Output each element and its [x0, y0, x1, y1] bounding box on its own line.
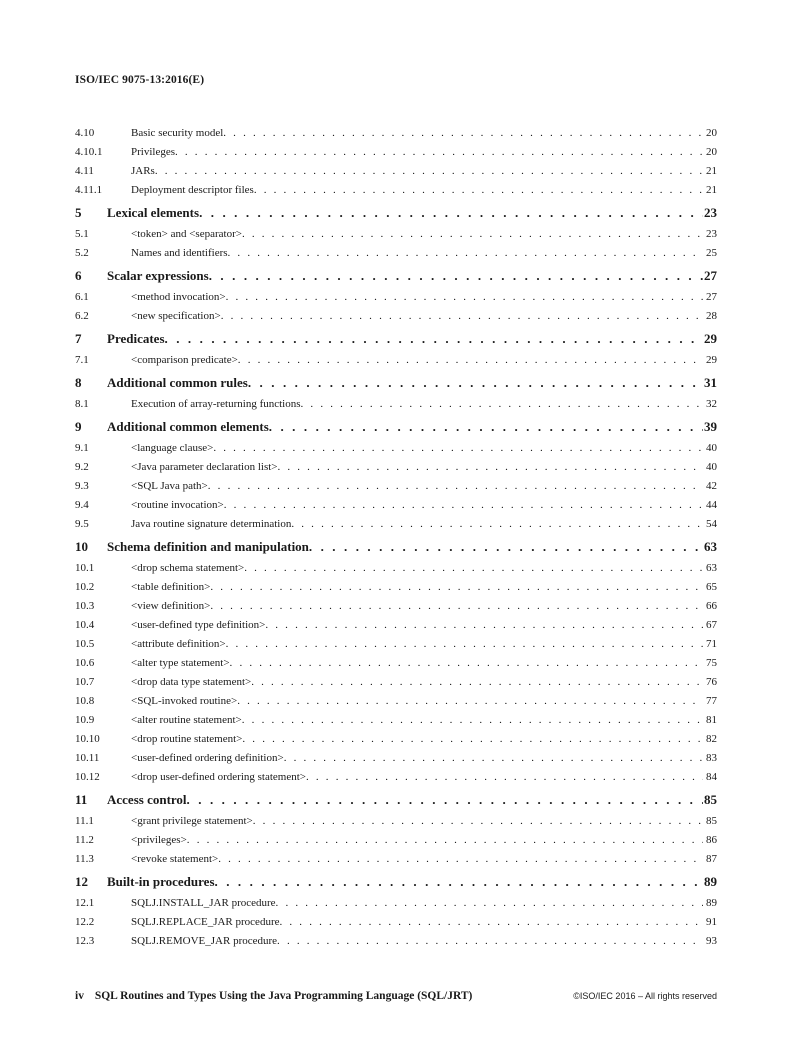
toc-entry-page: 44	[706, 499, 717, 511]
toc-entry-title: SQLJ.REPLACE_JAR procedure	[131, 916, 280, 928]
toc-entry-title: <alter routine statement>	[131, 714, 242, 726]
toc-chapter-entry[interactable]	[75, 327, 717, 351]
toc-entry-title: <view definition>	[131, 600, 211, 612]
toc-dot-leader	[224, 496, 703, 515]
toc-dot-leader	[280, 913, 704, 932]
toc-entry-number: 12	[75, 874, 88, 889]
toc-dot-leader	[265, 616, 703, 635]
toc-entry-page: 75	[706, 657, 717, 669]
toc-entry-page: 81	[706, 714, 717, 726]
toc-dot-leader	[242, 730, 703, 749]
toc-entry-number: 9.1	[75, 442, 89, 454]
toc-entry[interactable]	[75, 692, 717, 711]
toc-entry-title: <language clause>	[131, 442, 214, 454]
toc-chapter-entry[interactable]	[75, 870, 717, 894]
footer-doc-title: SQL Routines and Types Using the Java Programming Language (SQL/JRT)	[94, 990, 473, 1002]
toc-entry-title: <routine invocation>	[131, 499, 224, 511]
toc-entry-title: <new specification>	[131, 310, 221, 322]
toc-dot-leader	[230, 654, 703, 673]
toc-entry-number: 11.3	[75, 853, 94, 865]
toc-dot-leader	[269, 415, 703, 439]
toc-entry[interactable]	[75, 225, 717, 244]
toc-dot-leader	[223, 124, 703, 143]
toc-entry-page: 77	[706, 695, 717, 707]
toc-entry-title: <drop data type statement>	[131, 676, 252, 688]
toc-dot-leader	[309, 535, 703, 559]
footer-copyright: ©ISO/IEC 2016 – All rights reserved	[573, 991, 717, 1001]
toc-entry-page: 65	[706, 581, 717, 593]
toc-entry-page: 93	[706, 935, 717, 947]
toc-entry-page: 42	[706, 480, 717, 492]
toc-entry-page: 23	[704, 205, 717, 220]
toc-entry-title: Names and identifiers	[131, 247, 228, 259]
toc-entry-page: 83	[706, 752, 717, 764]
toc-dot-leader	[244, 559, 703, 578]
toc-entry-number: 11	[75, 792, 88, 807]
toc-entry[interactable]	[75, 850, 717, 869]
toc-entry-page: 85	[704, 792, 717, 807]
toc-dot-leader	[187, 788, 703, 812]
toc-entry-number: 5.1	[75, 228, 89, 240]
toc-entry[interactable]	[75, 477, 717, 496]
toc-entry[interactable]	[75, 244, 717, 263]
toc-entry-title: Access control	[107, 792, 187, 807]
toc-entry-number: 10.11	[75, 752, 100, 764]
toc-entry-page: 89	[704, 874, 717, 889]
toc-entry-title: <drop user-defined ordering statement>	[131, 771, 306, 783]
toc-entry-number: 4.10	[75, 127, 95, 139]
toc-entry-number: 7	[75, 331, 82, 346]
toc-entry-page: 31	[704, 375, 717, 390]
toc-entry[interactable]	[75, 597, 717, 616]
toc-entry[interactable]	[75, 439, 717, 458]
toc-entry-number: 9.4	[75, 499, 89, 511]
toc-entry[interactable]	[75, 578, 717, 597]
toc-entry-page: 20	[706, 127, 717, 139]
toc-entry-number: 10.10	[75, 733, 100, 745]
footer-title-block	[75, 990, 472, 1002]
toc-entry-number: 12.3	[75, 935, 95, 947]
toc-entry[interactable]	[75, 559, 717, 578]
toc-dot-leader	[226, 288, 703, 307]
toc-entry[interactable]	[75, 515, 717, 534]
toc-entry-title: Predicates	[107, 331, 165, 346]
toc-entry-number: 10.9	[75, 714, 95, 726]
toc-entry-page: 86	[706, 834, 717, 846]
toc-dot-leader	[248, 371, 703, 395]
toc-entry[interactable]	[75, 162, 717, 181]
toc-entry-title: Additional common rules	[107, 375, 248, 390]
toc-entry[interactable]	[75, 749, 717, 768]
toc-dot-leader	[187, 831, 703, 850]
toc-entry-title: SQLJ.REMOVE_JAR procedure	[131, 935, 278, 947]
toc-entry-title: Java routine signature determination	[131, 518, 292, 530]
toc-entry-number: 10.7	[75, 676, 95, 688]
toc-entry-number: 10.12	[75, 771, 100, 783]
toc-dot-leader	[251, 673, 703, 692]
toc-entry-page: 76	[706, 676, 717, 688]
toc-dot-leader	[165, 327, 703, 351]
toc-dot-leader	[199, 201, 703, 225]
toc-entry[interactable]	[75, 711, 717, 730]
toc-entry-number: 11.1	[75, 815, 94, 827]
toc-entry-title: <table definition>	[131, 581, 211, 593]
page-header: ISO/IEC 9075-13:2016(E)	[75, 74, 205, 86]
toc-entry[interactable]	[75, 143, 717, 162]
toc-entry[interactable]	[75, 307, 717, 326]
toc-dot-leader	[213, 439, 703, 458]
toc-entry-title: Execution of array-returning functions	[131, 398, 301, 410]
toc-entry-title: Lexical elements	[107, 205, 200, 220]
toc-entry-number: 10.5	[75, 638, 95, 650]
toc-entry-title: <alter type statement>	[131, 657, 230, 669]
toc-entry-page: 91	[706, 916, 717, 928]
toc-entry-number: 6	[75, 268, 82, 283]
toc-entry-title: <privileges>	[131, 834, 187, 846]
toc-dot-leader	[253, 812, 703, 831]
toc-entry-number: 5	[75, 205, 82, 220]
toc-entry-number: 9.3	[75, 480, 89, 492]
toc-entry-title: <grant privilege statement>	[131, 815, 253, 827]
toc-entry-page: 89	[706, 897, 717, 909]
toc-entry-page: 82	[706, 733, 717, 745]
toc-entry-number: 10.6	[75, 657, 95, 669]
toc-dot-leader	[218, 850, 703, 869]
toc-dot-leader	[215, 870, 703, 894]
toc-entry-title: <user-defined ordering definition>	[131, 752, 284, 764]
toc-entry-number: 10.1	[75, 562, 95, 574]
toc-dot-leader	[228, 244, 703, 263]
toc-entry-page: 20	[706, 146, 717, 158]
toc-entry-number: 10	[75, 539, 88, 554]
table-of-contents	[75, 124, 717, 951]
toc-entry-title: Scalar expressions	[107, 268, 209, 283]
toc-chapter-entry[interactable]	[75, 788, 717, 812]
toc-entry-number: 8.1	[75, 398, 89, 410]
toc-entry-page: 21	[706, 184, 717, 196]
toc-entry-number: 9.5	[75, 518, 89, 530]
toc-dot-leader	[210, 597, 703, 616]
toc-chapter-entry[interactable]	[75, 535, 717, 559]
toc-entry-title: <attribute definition>	[131, 638, 226, 650]
toc-dot-leader	[210, 578, 703, 597]
toc-dot-leader	[277, 458, 703, 477]
toc-dot-leader	[226, 635, 703, 654]
toc-chapter-entry[interactable]	[75, 415, 717, 439]
toc-entry-title: <drop schema statement>	[131, 562, 245, 574]
page-footer	[75, 990, 717, 1002]
toc-entry-number: 5.2	[75, 247, 89, 259]
toc-entry-title: <method invocation>	[131, 291, 226, 303]
toc-entry-title: SQLJ.INSTALL_JAR procedure	[131, 897, 276, 909]
toc-dot-leader	[238, 351, 703, 370]
toc-dot-leader	[208, 477, 703, 496]
toc-dot-leader	[306, 768, 703, 787]
toc-entry[interactable]	[75, 288, 717, 307]
toc-entry-page: 40	[706, 442, 717, 454]
toc-entry-number: 11.2	[75, 834, 94, 846]
toc-entry-title: <SQL Java path>	[131, 480, 208, 492]
toc-dot-leader	[277, 932, 703, 951]
toc-entry[interactable]	[75, 768, 717, 787]
toc-entry-page: 66	[706, 600, 717, 612]
toc-entry[interactable]	[75, 395, 717, 414]
toc-entry-title: <token> and <separator>	[131, 228, 242, 240]
toc-entry-title: <Java parameter declaration list>	[131, 461, 278, 473]
toc-entry-title: <comparison predicate>	[131, 354, 238, 366]
toc-chapter-entry[interactable]	[75, 201, 717, 225]
toc-entry-page: 23	[706, 228, 717, 240]
toc-entry-number: 10.3	[75, 600, 95, 612]
toc-dot-leader	[242, 225, 703, 244]
toc-entry-title: Built-in procedures	[107, 874, 215, 889]
toc-entry-title: JARs	[131, 165, 155, 177]
toc-entry-page: 87	[706, 853, 717, 865]
toc-dot-leader	[175, 143, 703, 162]
toc-entry[interactable]	[75, 616, 717, 635]
footer-page-number: iv	[75, 990, 84, 1002]
toc-entry-page: 27	[706, 291, 717, 303]
toc-entry-number: 4.11.1	[75, 184, 103, 196]
toc-entry-number: 4.10.1	[75, 146, 103, 158]
toc-entry[interactable]	[75, 635, 717, 654]
toc-entry-number: 8	[75, 375, 82, 390]
toc-entry-page: 67	[706, 619, 717, 631]
toc-chapter-entry[interactable]	[75, 264, 717, 288]
toc-entry-title: Schema definition and manipulation	[107, 539, 309, 554]
toc-entry[interactable]	[75, 654, 717, 673]
toc-dot-leader	[209, 264, 703, 288]
toc-entry[interactable]	[75, 181, 717, 200]
toc-entry[interactable]	[75, 351, 717, 370]
toc-entry-number: 7.1	[75, 354, 89, 366]
toc-entry-number: 4.11	[75, 165, 94, 177]
toc-entry-number: 12.2	[75, 916, 95, 928]
toc-entry-title: Basic security model	[131, 127, 224, 139]
toc-entry[interactable]	[75, 913, 717, 932]
toc-entry-title: Privileges	[131, 146, 175, 158]
toc-entry[interactable]	[75, 124, 717, 143]
toc-entry[interactable]	[75, 812, 717, 831]
toc-entry-title: Deployment descriptor files	[131, 184, 254, 196]
toc-dot-leader	[254, 181, 703, 200]
toc-entry-page: 84	[706, 771, 717, 783]
toc-entry-number: 6.2	[75, 310, 89, 322]
toc-entry-page: 54	[706, 518, 717, 530]
toc-entry-page: 39	[704, 419, 717, 434]
toc-entry-title: <SQL-invoked routine>	[131, 695, 238, 707]
toc-entry-page: 29	[704, 331, 717, 346]
toc-entry-number: 10.8	[75, 695, 95, 707]
toc-dot-leader	[221, 307, 703, 326]
toc-entry-page: 21	[706, 165, 717, 177]
toc-entry-number: 10.2	[75, 581, 95, 593]
toc-entry-title: Additional common elements	[107, 419, 269, 434]
toc-entry-page: 63	[704, 539, 717, 554]
toc-entry-number: 9	[75, 419, 82, 434]
toc-entry[interactable]	[75, 496, 717, 515]
toc-entry-page: 71	[706, 638, 717, 650]
toc-dot-leader	[301, 395, 703, 414]
toc-entry-page: 27	[704, 268, 717, 283]
toc-entry-page: 40	[706, 461, 717, 473]
toc-entry[interactable]	[75, 673, 717, 692]
toc-chapter-entry[interactable]	[75, 371, 717, 395]
toc-entry-page: 63	[706, 562, 717, 574]
toc-entry-title: <drop routine statement>	[131, 733, 243, 745]
toc-entry[interactable]	[75, 831, 717, 850]
toc-entry-number: 6.1	[75, 291, 89, 303]
toc-entry[interactable]	[75, 458, 717, 477]
toc-entry-title: <user-defined type definition>	[131, 619, 266, 631]
toc-entry[interactable]	[75, 932, 717, 951]
toc-entry[interactable]	[75, 894, 717, 913]
toc-dot-leader	[155, 162, 703, 181]
toc-entry-number: 9.2	[75, 461, 89, 473]
toc-dot-leader	[237, 692, 703, 711]
toc-entry-page: 85	[706, 815, 717, 827]
toc-dot-leader	[276, 894, 703, 913]
toc-entry-number: 12.1	[75, 897, 95, 909]
toc-entry-page: 25	[706, 247, 717, 259]
toc-entry-page: 28	[706, 310, 717, 322]
toc-entry-page: 32	[706, 398, 717, 410]
toc-entry-number: 10.4	[75, 619, 95, 631]
toc-dot-leader	[284, 749, 703, 768]
toc-entry-title: <revoke statement>	[131, 853, 219, 865]
toc-entry-page: 29	[706, 354, 717, 366]
toc-dot-leader	[242, 711, 703, 730]
toc-entry[interactable]	[75, 730, 717, 749]
toc-dot-leader	[291, 515, 703, 534]
